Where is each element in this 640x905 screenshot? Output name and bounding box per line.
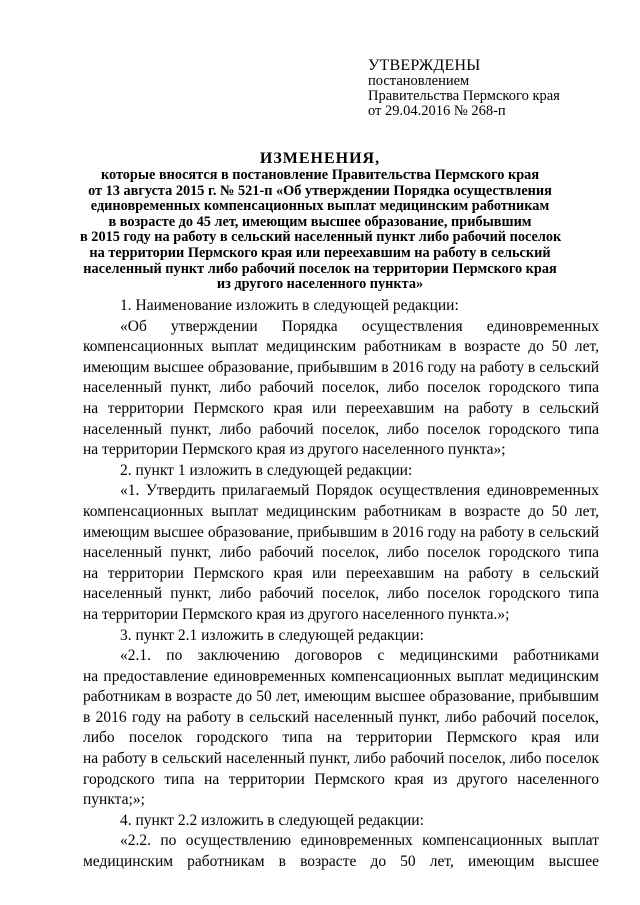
body-line: населенный пункт, либо рабочий поселок, либо поселок городского типа	[83, 379, 599, 397]
document-title: ИЗМЕНЕНИЯ,	[259, 150, 381, 167]
body-line: населенный пункт, либо рабочий поселок, либо поселок городского типа	[83, 585, 599, 603]
body-line: компенсационных выплат медицинским работникам в возрасте до 50 лет,	[83, 502, 599, 520]
body-line: имеющим высшее образование, прибывшим в 2016 году на работу в сельский	[83, 523, 599, 541]
subtitle-line: единовременных компенсационных выплат медицинским работникам	[90, 198, 550, 215]
subtitle-line: населенный пункт либо рабочий поселок на территории Пермского края	[83, 260, 557, 277]
body-line: 3. пункт 2.1 изложить в следующей редакции:	[120, 626, 424, 644]
body-line: городского типа на территории Пермского края из другого населенного	[83, 770, 599, 788]
body-line: на работу в сельский населенный пункт, либо рабочий поселок, либо поселок	[83, 750, 599, 768]
body-line: на предоставление единовременных компенсационных выплат медицинским	[83, 667, 599, 685]
subtitle-line: на территории Пермского края или переехавшим на работу в сельский	[89, 244, 551, 261]
subtitle-line: из другого населенного пункта»	[216, 276, 424, 293]
body-line: «1. Утвердить прилагаемый Порядок осуществления единовременных	[120, 482, 599, 500]
approval-line: от 29.04.2016 № 268-п	[368, 103, 506, 119]
approval-heading: УТВЕРЖДЕНЫ	[368, 57, 481, 74]
body-line: населенный пункт, либо рабочий поселок, либо поселок городского типа	[83, 420, 599, 438]
body-line: 2. пункт 1 изложить в следующей редакции:	[120, 461, 413, 479]
body-line: на территории Пермского края из другого населенного пункта»;	[83, 441, 506, 459]
approval-line: постановлением	[368, 73, 470, 89]
body-line: работникам в возрасте до 50 лет, имеющим высшее образование, прибывшим	[83, 688, 599, 706]
body-line: «Об утверждении Порядка осуществления единовременных	[120, 317, 599, 335]
subtitle-line: в 2015 году на работу в сельский населенный пункт либо рабочий поселок	[80, 229, 562, 246]
subtitle-line: от 13 августа 2015 г. № 521-п «Об утверждении Порядка осуществления	[88, 182, 552, 199]
body-line: на территории Пермского края из другого населенного пункта.»;	[83, 605, 510, 623]
body-line: пункта;»;	[83, 791, 145, 809]
body-line: населенный пункт, либо рабочий поселок, либо поселок городского типа	[83, 544, 599, 562]
document-subtitle	[80, 168, 560, 293]
body-line: «2.1. по заключению договоров с медицинскими работниками	[120, 647, 599, 665]
approval-line: Правительства Пермского края	[368, 88, 560, 104]
body-line: «2.2. по осуществлению единовременных компенсационных выплат	[120, 832, 599, 850]
body-line: 1. Наименование изложить в следующей редакции:	[120, 297, 459, 314]
subtitle-line: в возрасте до 45 лет, имеющим высшее образование, прибывшим	[108, 213, 532, 230]
body-line: в 2016 году на работу в сельский населенный пункт, либо рабочий поселок,	[83, 708, 599, 726]
body-line: на территории Пермского края или переехавшим на работу в сельский	[83, 564, 599, 582]
approval-stamp	[368, 58, 618, 119]
body-line: либо поселок городского типа на территории Пермского края или	[83, 729, 599, 747]
body-line: медицинским работникам в возрасте до 50 лет, имеющим высшее	[83, 853, 599, 871]
body-line: компенсационных выплат медицинским работникам в возрасте до 50 лет,	[83, 338, 599, 356]
body-line: на территории Пермского края или переехавшим на работу в сельский	[83, 399, 599, 417]
body-line: имеющим высшее образование, прибывшим в 2016 году на работу в сельский	[83, 358, 599, 376]
subtitle-line: которые вносятся в постановление Правительства Пермского края	[100, 167, 540, 183]
body-line: 4. пункт 2.2 изложить в следующей редакции:	[120, 811, 424, 829]
document-body	[83, 296, 599, 873]
